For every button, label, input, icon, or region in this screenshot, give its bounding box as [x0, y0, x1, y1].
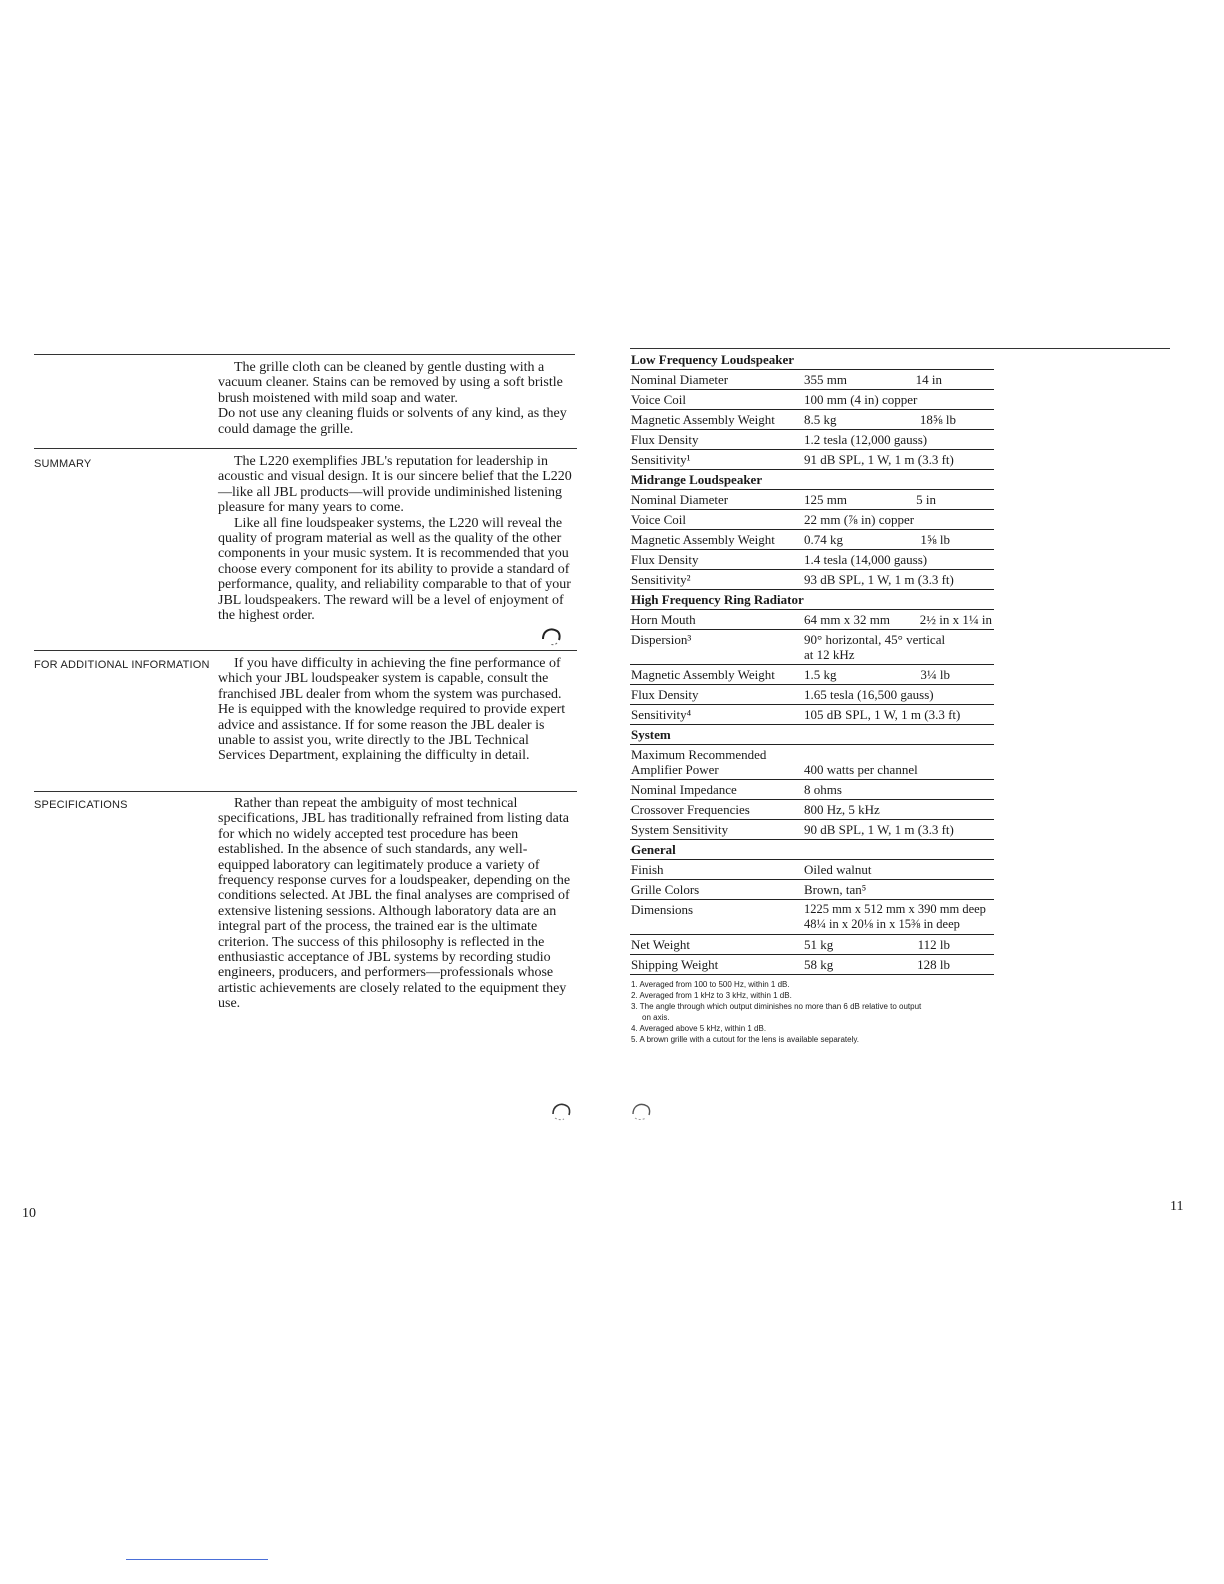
spec-row: Magnetic Assembly Weight 0.74 kg 1⅝ lb	[630, 530, 994, 550]
footnote: 1. Averaged from 100 to 500 Hz, within 1 dB.	[631, 980, 790, 989]
rule-summary	[34, 448, 577, 449]
spec-row: Net Weight 51 kg 112 lb	[630, 935, 994, 955]
spec-row: Nominal Impedance 8 ohms	[630, 780, 994, 800]
summary-paragraph-2: Like all fine loudspeaker systems, the L220 will reveal the quality of program material as well as the quality of the other components in your music system. It is recommended that you choose every component for its ability to provide a standard of performance, quality, and reliability comparable to that of your JBL loudspeakers. The reward will be a level of enjoyment of the highest order.	[218, 515, 571, 624]
footnote: 2. Averaged from 1 kHz to 3 kHz, within 1 dB.	[631, 991, 792, 1000]
spec-row: Flux Density 1.2 tesla (12,000 gauss)	[630, 430, 994, 450]
page-number-right: 11	[1170, 1199, 1184, 1214]
grille-care-paragraph: The grille cloth can be cleaned by gentle dusting with a vacuum cleaner. Stains can be removed by using a soft bristle brush moistened with mild soap and water.	[218, 360, 563, 406]
section-heading: Low Frequency Loudspeaker	[630, 350, 994, 370]
spec-row: Crossover Frequencies 800 Hz, 5 kHz	[630, 800, 994, 820]
section-heading: Midrange Loudspeaker	[630, 470, 994, 490]
spec-row: Nominal Diameter 125 mm 5 in	[630, 490, 994, 510]
rule-top-left	[34, 354, 575, 355]
rule-top-right	[630, 348, 1170, 349]
spec-row: Sensitivity¹ 91 dB SPL, 1 W, 1 m (3.3 ft)	[630, 450, 994, 470]
footnote: 4. Averaged above 5 kHz, within 1 dB.	[631, 1024, 767, 1033]
spec-row: Finish Oiled walnut	[630, 860, 994, 880]
spec-row: Shipping Weight 58 kg 128 lb	[630, 955, 994, 975]
spec-row: Magnetic Assembly Weight 8.5 kg 18⅝ lb	[630, 410, 994, 430]
ornament-icon	[630, 1100, 652, 1122]
specifications-label: SPECIFICATIONS	[34, 799, 128, 811]
footnote: 3. The angle through which output diminishes no more than 6 dB relative to output	[631, 1002, 922, 1011]
summary-label: SUMMARY	[34, 458, 92, 470]
additional-info-text	[218, 656, 578, 764]
footnote: on axis.	[642, 1013, 670, 1022]
section-heading: General	[630, 840, 994, 860]
section-heading: High Frequency Ring Radiator	[630, 590, 994, 610]
section-heading: System	[630, 725, 994, 745]
spec-row: Dimensions 1225 mm x 512 mm x 390 mm deep 48¼ in x 20⅛ in x 15⅜ in deep	[630, 900, 994, 935]
page-number-left: 10	[22, 1206, 36, 1221]
spec-row: Horn Mouth 64 mm x 32 mm 2½ in x 1¼ in	[630, 610, 994, 630]
ornament-icon	[540, 625, 562, 647]
specifications-text	[218, 796, 578, 1012]
spec-row: Maximum Recommended Amplifier Power 400 watts per channel	[630, 745, 994, 780]
grille-care-warning: Do not use any cleaning fluids or solvents of any kind, as they could damage the grille.	[218, 406, 567, 437]
specifications-table	[630, 350, 994, 975]
rule-additional-info	[34, 650, 577, 651]
additional-info-label: FOR ADDITIONAL INFORMATION	[34, 659, 210, 671]
spec-row: Flux Density 1.4 tesla (14,000 gauss)	[630, 550, 994, 570]
footnotes	[631, 979, 996, 1045]
rule-specifications	[34, 791, 577, 792]
hyperlink-underline[interactable]	[126, 1559, 268, 1560]
footnote: 5. A brown grille with a cutout for the lens is available separately.	[631, 1035, 859, 1044]
additional-info-paragraph: If you have difficulty in achieving the fine performance of which your JBL loudspeaker system is capable, consult the franchised JBL dealer from whom the system was purchased. He is equipped with the knowledge required to provide expert advice and assistance. If for some reason the JBL dealer is unable to assist you, write directly to the JBL Technical Services Department, explaining the difficulty in detail.	[218, 656, 566, 764]
summary-paragraph-1: The L220 exemplifies JBL's reputation for leadership in acoustic and visual design. It is our sincere belief that the L220—like all JBL products—will provide undiminished listening pleasure for many years to come.	[218, 454, 572, 516]
spec-row: Voice Coil 100 mm (4 in) copper	[630, 390, 994, 410]
spec-row: Sensitivity² 93 dB SPL, 1 W, 1 m (3.3 ft)	[630, 570, 994, 590]
spec-row: Voice Coil 22 mm (⅞ in) copper	[630, 510, 994, 530]
summary-text	[218, 454, 578, 623]
spec-row: Nominal Diameter 355 mm 14 in	[630, 370, 994, 390]
ornament-icon	[550, 1100, 572, 1122]
spec-row: System Sensitivity 90 dB SPL, 1 W, 1 m (3.3 ft)	[630, 820, 994, 840]
spec-row: Magnetic Assembly Weight 1.5 kg 3¼ lb	[630, 665, 994, 685]
spec-row: Sensitivity⁴ 105 dB SPL, 1 W, 1 m (3.3 ft)	[630, 705, 994, 725]
spec-row: Grille Colors Brown, tan⁵	[630, 880, 994, 900]
spec-row: Dispersion³ 90° horizontal, 45° vertical at 12 kHz	[630, 630, 994, 665]
grille-care-text	[218, 360, 578, 437]
specifications-paragraph: Rather than repeat the ambiguity of most technical specifications, JBL has traditionally refrained from listing data for which no widely accepted test procedure has been established. In the absence of such standards, any well-equipped laboratory can legitimately produce a variety of frequency response curves for a loudspeaker, depending on the conditions selected. At JBL the final analyses are comprised of extensive listening sessions. Although laboratory data are an integral part of the process, the trained ear is the ultimate criterion. The success of this philosophy is reflected in the enthusiastic acceptance of JBL systems by recording studio engineers, producers, and performers—professionals whose artistic achievements are closely related to the equipment they use.	[218, 796, 571, 1012]
spec-row: Flux Density 1.65 tesla (16,500 gauss)	[630, 685, 994, 705]
